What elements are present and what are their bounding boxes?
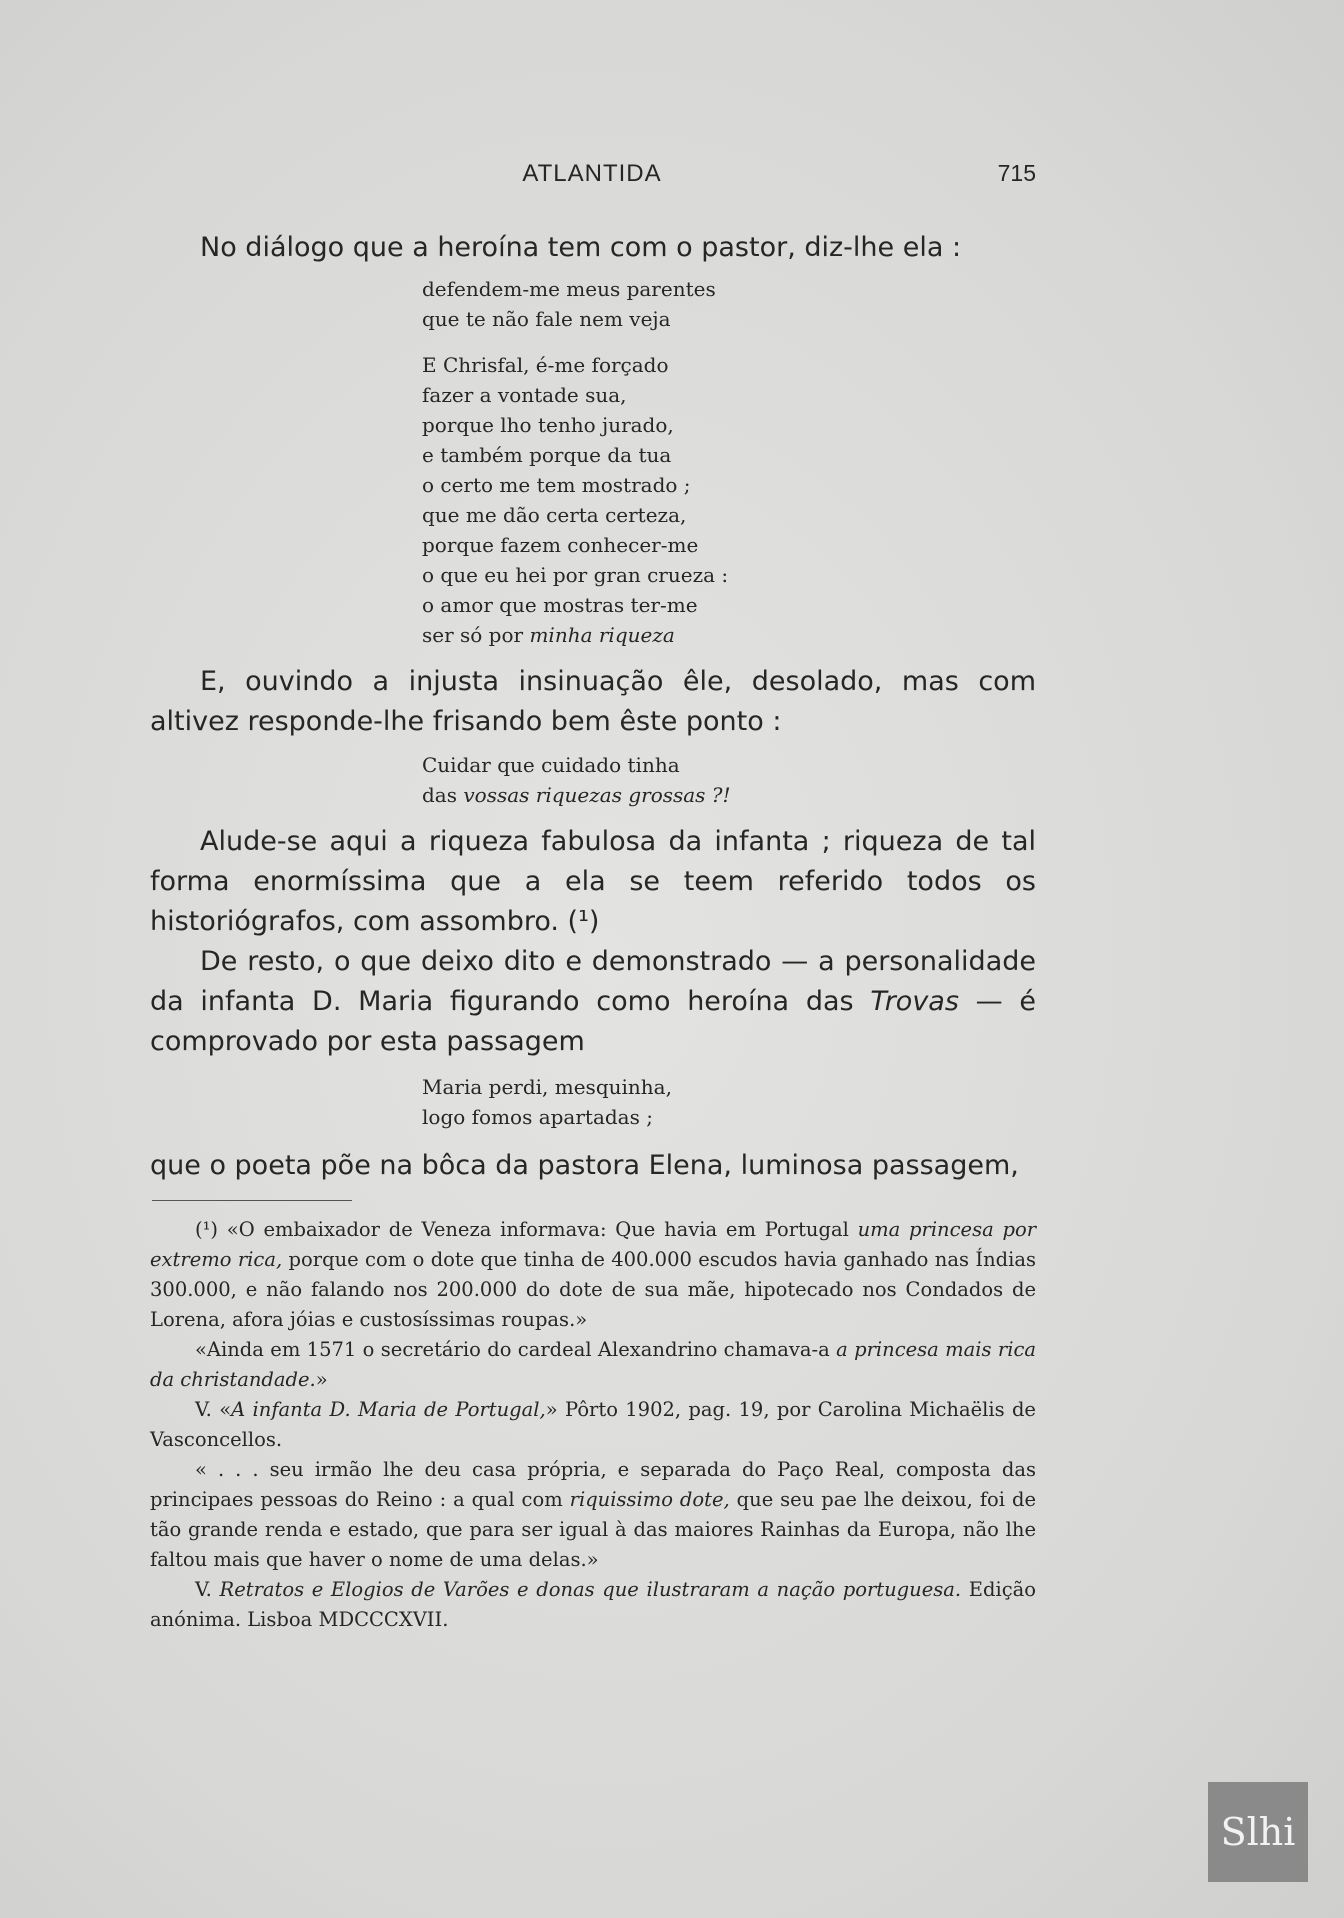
verse-block-1 (422, 274, 1036, 334)
verse-line: porque fazem conhecer-me (422, 533, 699, 557)
verse-line: Cuidar que cuidado tinha (422, 753, 680, 777)
library-watermark-logo: Slhi (1208, 1782, 1308, 1882)
footnote-text: que seu pae lhe deixou, foi de tão grande renda e estado, que para ser igual à das maiores Rainhas da Europa, não lhe faltou mais que haver o nome de uma delas.» (150, 1488, 1036, 1571)
footnote-text: porque com o dote que tinha de 400.000 escudos havia ganhado nas Índias 300.000, e não falando nos 200.000 do dote de sua mãe, hipotecado nos Condados de Lorena, afora jóias e custosíssimas roupas.» (150, 1248, 1036, 1331)
verse-text: ser só por (422, 623, 530, 647)
page-body (150, 228, 1036, 1635)
footnote-italic-text: Retratos e Elogios de Varões e donas que ilustraram a nação portuguesa. (219, 1578, 962, 1601)
footnote-text: « . . . seu irmão lhe deu casa própria, e separada do Paço Real, composta das principaes pessoas do Reino : a qual com (150, 1458, 1036, 1511)
verse-line: E Chrisfal, é-me forçado (422, 353, 669, 377)
footnote-italic-text: a princesa mais rica da christandade. (150, 1338, 1037, 1391)
running-title: ATLANTIDA (522, 160, 662, 187)
verse-block-3 (422, 750, 1036, 810)
footnote-text: » (315, 1368, 328, 1391)
footnote-italic-text: uma princesa por extremo rica, (150, 1218, 1037, 1271)
verse-block-2 (422, 350, 1036, 650)
footnote-text: V. (195, 1578, 220, 1601)
paragraph-italic-text: Trovas (870, 986, 959, 1017)
verse-italic-text: vossas riquezas grossas ?! (463, 783, 731, 807)
footnote-paragraph (150, 1455, 1036, 1575)
footnote-paragraph (150, 1395, 1036, 1455)
paragraph-text: De resto, o que deixo dito e demonstrado — a personalidade da infanta D. Maria figurando como heroína das (150, 946, 1036, 1017)
verse-line (422, 780, 1036, 810)
footnote-italic-text: riquissimo dote, (569, 1488, 730, 1511)
verse-line: defendem-me meus parentes (422, 277, 716, 301)
paragraph-reply: E, ouvindo a injusta insinuação êle, desolado, mas com altivez responde-lhe frisando bem êste ponto : (150, 666, 1036, 737)
footnote-paragraph (150, 1575, 1036, 1635)
verse-line: que te não fale nem veja (422, 307, 671, 331)
verse-line: e também porque da tua (422, 443, 672, 467)
verse-line: Maria perdi, mesquinha, (422, 1075, 672, 1099)
footnote-text: » Pôrto 1902, pag. 19, por Carolina Michaëlis de Vasconcellos. (150, 1398, 1036, 1451)
footnotes (150, 1215, 1036, 1635)
footnote-divider (152, 1200, 352, 1201)
running-header (148, 160, 1036, 200)
footnote-italic-text: A infanta D. Maria de Portugal, (231, 1398, 546, 1421)
paragraph-wealth: Alude-se aqui a riqueza fabulosa da infanta ; riqueza de tal forma enormíssima que a ela se teem referido todos os historiógrafos, com assombro. (¹) (150, 826, 1036, 937)
paragraph-personality (150, 942, 1036, 1062)
verse-line-last (422, 620, 1036, 650)
paragraph-continuation: que o poeta põe na bôca da pastora Elena, luminosa passagem, (150, 1150, 1019, 1181)
verse-line: o amor que mostras ter-me (422, 593, 698, 617)
footnote-text: Edição anónima. Lisboa MDCCCXVII. (150, 1578, 1036, 1631)
verse-line: o certo me tem mostrado ; (422, 473, 691, 497)
footnote-text: V. « (195, 1398, 232, 1421)
page-number: 715 (997, 160, 1036, 186)
footnote-paragraph (150, 1335, 1036, 1395)
footnote-text: «Ainda em 1571 o secretário do cardeal Alexandrino chamava-a (195, 1338, 837, 1361)
footnote-1 (150, 1215, 1036, 1335)
verse-text: das (422, 783, 464, 807)
verse-line: porque lho tenho jurado, (422, 413, 674, 437)
verse-line: fazer a vontade sua, (422, 383, 627, 407)
paragraph-text: — é comprovado por esta passagem (150, 986, 1036, 1057)
verse-block-4 (422, 1072, 1036, 1132)
verse-line: o que eu hei por gran crueza : (422, 563, 729, 587)
verse-italic-text: minha riqueza (529, 623, 675, 647)
footnote-text: (¹) «O embaixador de Veneza informava: Que havia em Portugal (195, 1218, 858, 1241)
verse-line: logo fomos apartadas ; (422, 1105, 653, 1129)
verse-line: que me dão certa certeza, (422, 503, 687, 527)
paragraph-dialogue-intro: No diálogo que a heroína tem com o pastor, diz-lhe ela : (200, 232, 962, 263)
